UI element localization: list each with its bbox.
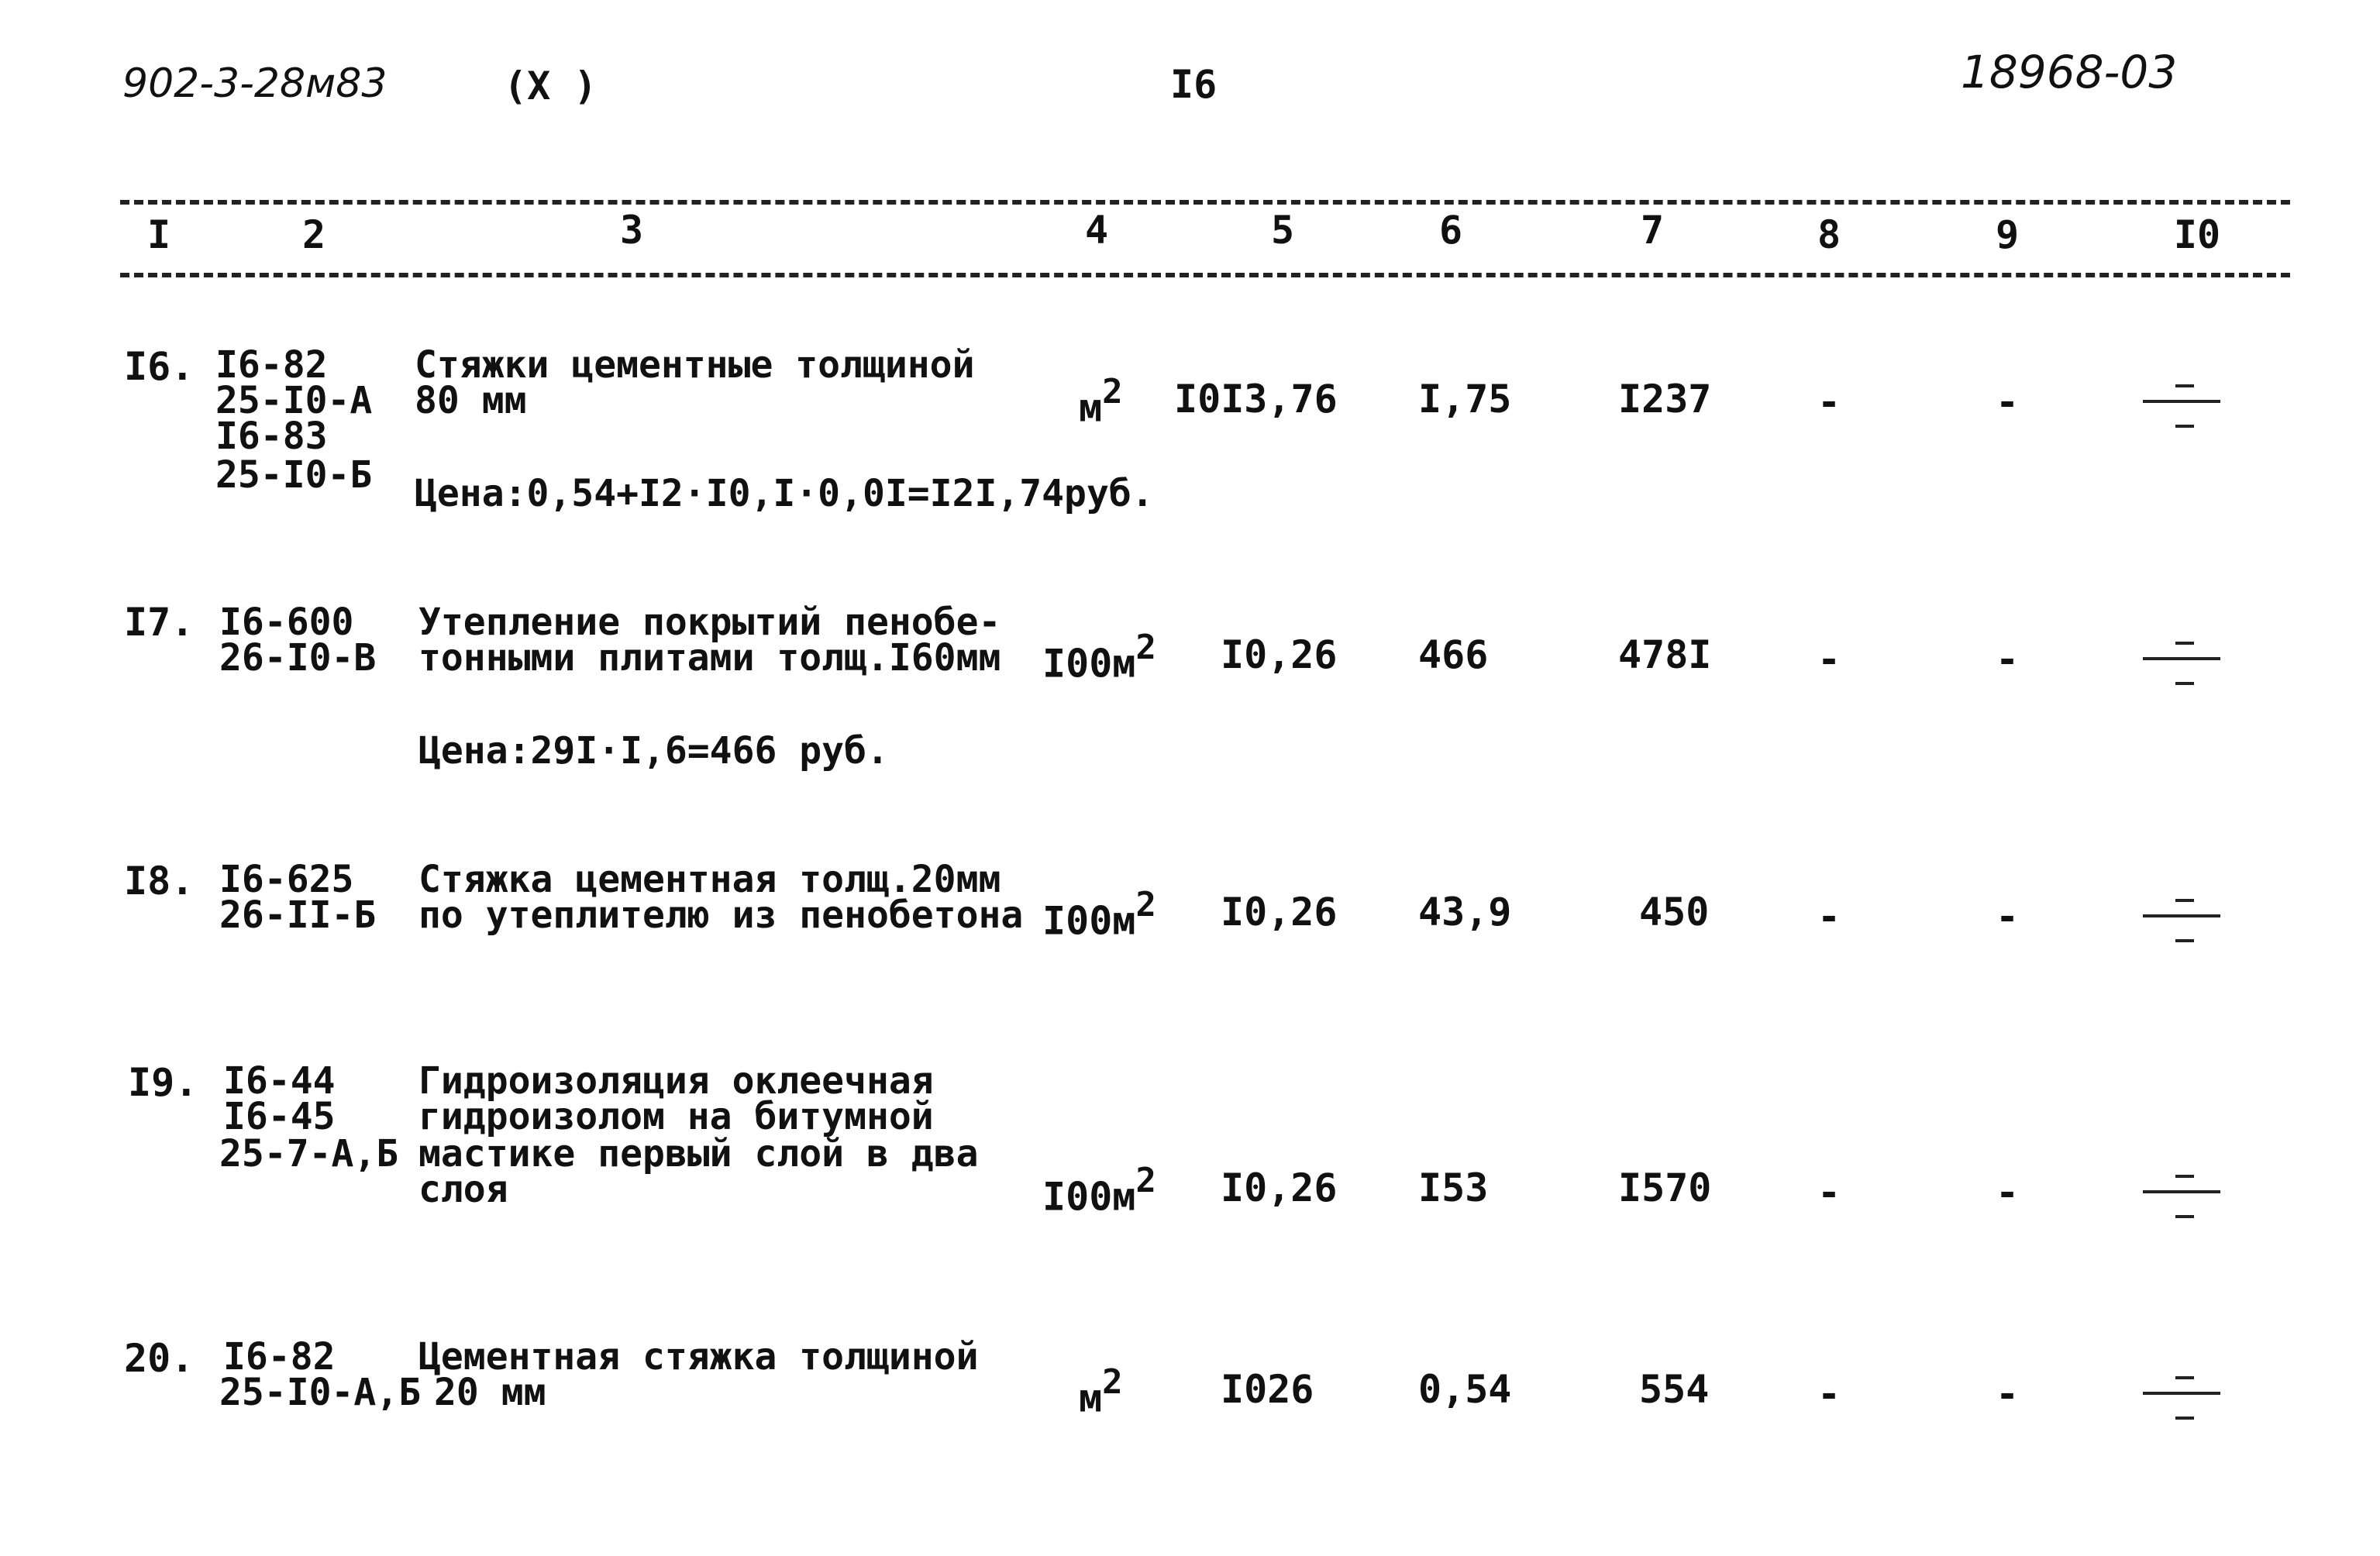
column-header: 9 (1995, 212, 2020, 257)
row-number: I8. (124, 859, 195, 904)
norm-code: 26-II-Б (219, 893, 377, 937)
work-description: 20 мм (434, 1371, 546, 1414)
column-header: I0 (2173, 212, 2221, 257)
work-description: 80 мм (415, 379, 527, 422)
unit: $I00м^2$ (1042, 1161, 1156, 1220)
norm-code: I6-600 (219, 601, 354, 644)
norm-code: I6-625 (219, 858, 354, 901)
col8-value: - (1817, 380, 1841, 425)
total-cost: I237 (1618, 377, 1712, 422)
col8-value: - (1817, 637, 1841, 682)
column-header: 2 (301, 212, 326, 257)
page-number: I6 (1170, 62, 1218, 107)
price-calculation: Цена:29I·I,6=466 руб. (418, 729, 889, 773)
norm-code: 25-I0-Б (215, 453, 373, 497)
document-marker: (X ) (504, 64, 598, 108)
col8-value: - (1817, 1372, 1841, 1417)
col9-value: - (1996, 637, 2020, 682)
quantity: I0,26 (1221, 890, 1338, 935)
work-description: Гидроизоляция оклеечная (418, 1059, 934, 1103)
column-header: 6 (1438, 208, 1463, 253)
col8-value: - (1817, 894, 1841, 939)
column-header: 7 (1640, 208, 1665, 253)
unit-cost: I53 (1418, 1165, 1489, 1210)
work-description: тонными плитами толщ.I60мм (418, 636, 1001, 680)
norm-code: 26-I0-В (219, 636, 377, 680)
row-number: I6. (124, 344, 195, 389)
unit: $м^2$ (1079, 372, 1123, 431)
norm-code: 25-I0-А,Б (219, 1371, 422, 1414)
quantity: I026 (1221, 1367, 1314, 1412)
col9-value: - (1996, 1170, 2020, 1215)
header-rule-top (120, 200, 2290, 205)
col9-value: - (1996, 1372, 2020, 1417)
norm-code: I6-44 (223, 1059, 336, 1103)
work-description: мастике первый слой в два (418, 1132, 979, 1176)
quantity: I0,26 (1221, 632, 1338, 677)
work-description: Утепление покрытий пенобе- (418, 601, 1001, 644)
work-description: по утеплителю из пенобетона (418, 893, 1024, 937)
norm-code: I6-82 (223, 1335, 336, 1379)
unit: $м^2$ (1079, 1362, 1123, 1421)
fraction-mark (2143, 1175, 2220, 1229)
col9-value: - (1996, 894, 2020, 939)
fraction-mark (2143, 384, 2220, 439)
work-description: слоя (418, 1168, 508, 1211)
column-header: 8 (1817, 212, 1841, 257)
unit-cost: 43,9 (1418, 890, 1512, 935)
work-description: Стяжки цементные толщиной (415, 343, 975, 387)
total-cost: 554 (1639, 1367, 1710, 1412)
fraction-mark (2143, 642, 2220, 696)
fraction-mark (2143, 1376, 2220, 1430)
norm-code: I6-45 (223, 1095, 336, 1138)
work-description: Цементная стяжка толщиной (418, 1335, 979, 1379)
quantity: I0,26 (1221, 1165, 1338, 1210)
total-cost: I570 (1618, 1165, 1712, 1210)
total-cost: 478I (1618, 632, 1712, 677)
work-description: Стяжка цементная толщ.20мм (418, 858, 1001, 901)
row-number: 20. (124, 1336, 195, 1381)
norm-code: I6-83 (215, 415, 328, 458)
norm-code: 25-7-А,Б (219, 1132, 399, 1176)
col9-value: - (1996, 380, 2020, 425)
column-header: 3 (619, 208, 644, 253)
norm-code: 25-I0-А (215, 379, 373, 422)
unit-cost: I,75 (1418, 377, 1512, 422)
column-header: 4 (1084, 208, 1109, 253)
sheet-number: 18968-03 (1961, 46, 2178, 98)
document-code: 902-3-28м83 (122, 60, 387, 107)
unit: $I00м^2$ (1042, 885, 1156, 944)
unit: $I00м^2$ (1042, 628, 1156, 687)
row-number: I9. (128, 1060, 198, 1105)
unit-cost: 0,54 (1418, 1367, 1512, 1412)
norm-code: I6-82 (215, 343, 328, 387)
fraction-mark (2143, 899, 2220, 953)
header-rule-bottom (120, 273, 2290, 277)
column-header: I (146, 212, 171, 257)
col8-value: - (1817, 1170, 1841, 1215)
quantity: I0I3,76 (1174, 377, 1338, 422)
work-description: гидроизолом на битумной (418, 1095, 934, 1138)
total-cost: 450 (1639, 890, 1710, 935)
column-header: 5 (1270, 208, 1295, 253)
unit-cost: 466 (1418, 632, 1489, 677)
row-number: I7. (124, 600, 195, 645)
price-calculation: Цена:0,54+I2·I0,I·0,0I=I2I,74руб. (415, 472, 1154, 515)
